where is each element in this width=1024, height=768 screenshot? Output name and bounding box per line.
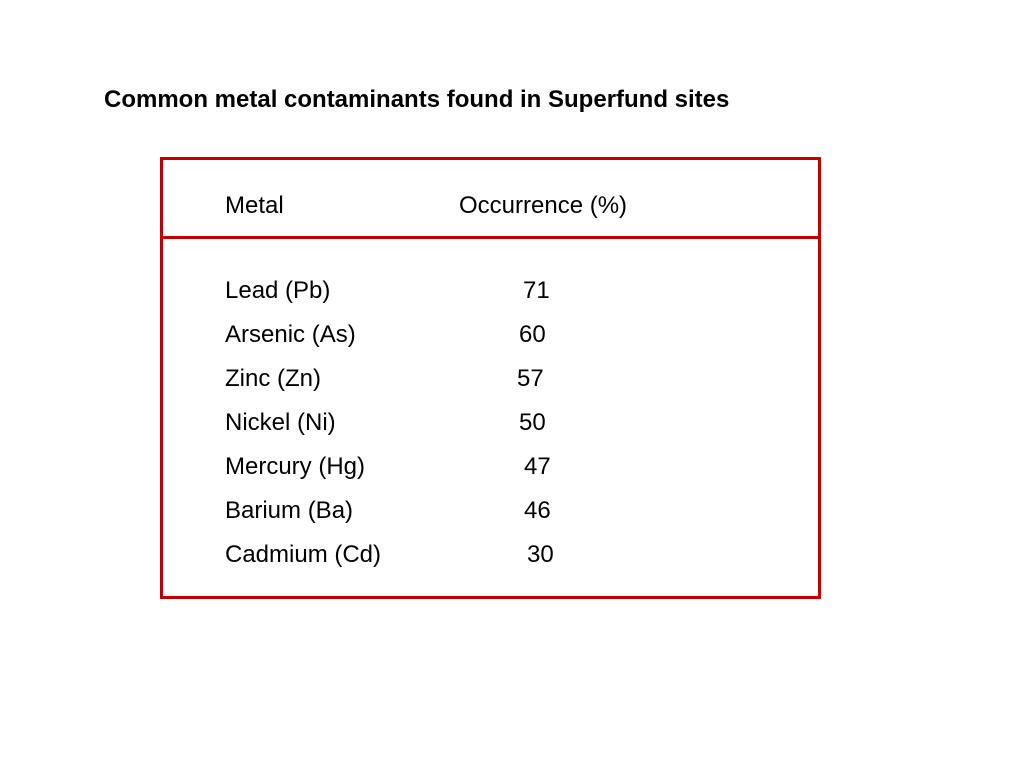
table-row [163, 496, 818, 540]
occurrence-value: 57 [517, 365, 544, 392]
table-row [163, 364, 818, 408]
slide-title: Common metal contaminants found in Superfund sites [104, 86, 730, 113]
table-header-row [163, 160, 818, 239]
header-metal: Metal [225, 192, 284, 219]
table-row [163, 320, 818, 364]
table-row [163, 452, 818, 496]
occurrence-value: 47 [524, 453, 551, 480]
occurrence-value: 46 [524, 497, 551, 524]
metal-name: Zinc (Zn) [225, 365, 321, 392]
contaminants-table [160, 157, 821, 599]
occurrence-value: 71 [523, 277, 550, 304]
header-occurrence: Occurrence (%) [459, 192, 628, 219]
table-row [163, 540, 818, 584]
metal-name: Nickel (Ni) [225, 409, 336, 436]
occurrence-value: 30 [527, 541, 554, 568]
occurrence-value: 50 [519, 409, 546, 436]
metal-name: Cadmium (Cd) [225, 541, 382, 568]
table-row [163, 408, 818, 452]
metal-name: Lead (Pb) [225, 277, 331, 304]
metal-name: Mercury (Hg) [225, 453, 366, 480]
occurrence-value: 60 [519, 321, 546, 348]
table-row [163, 276, 818, 320]
metal-name: Arsenic (As) [225, 321, 356, 348]
metal-name: Barium (Ba) [225, 497, 354, 524]
